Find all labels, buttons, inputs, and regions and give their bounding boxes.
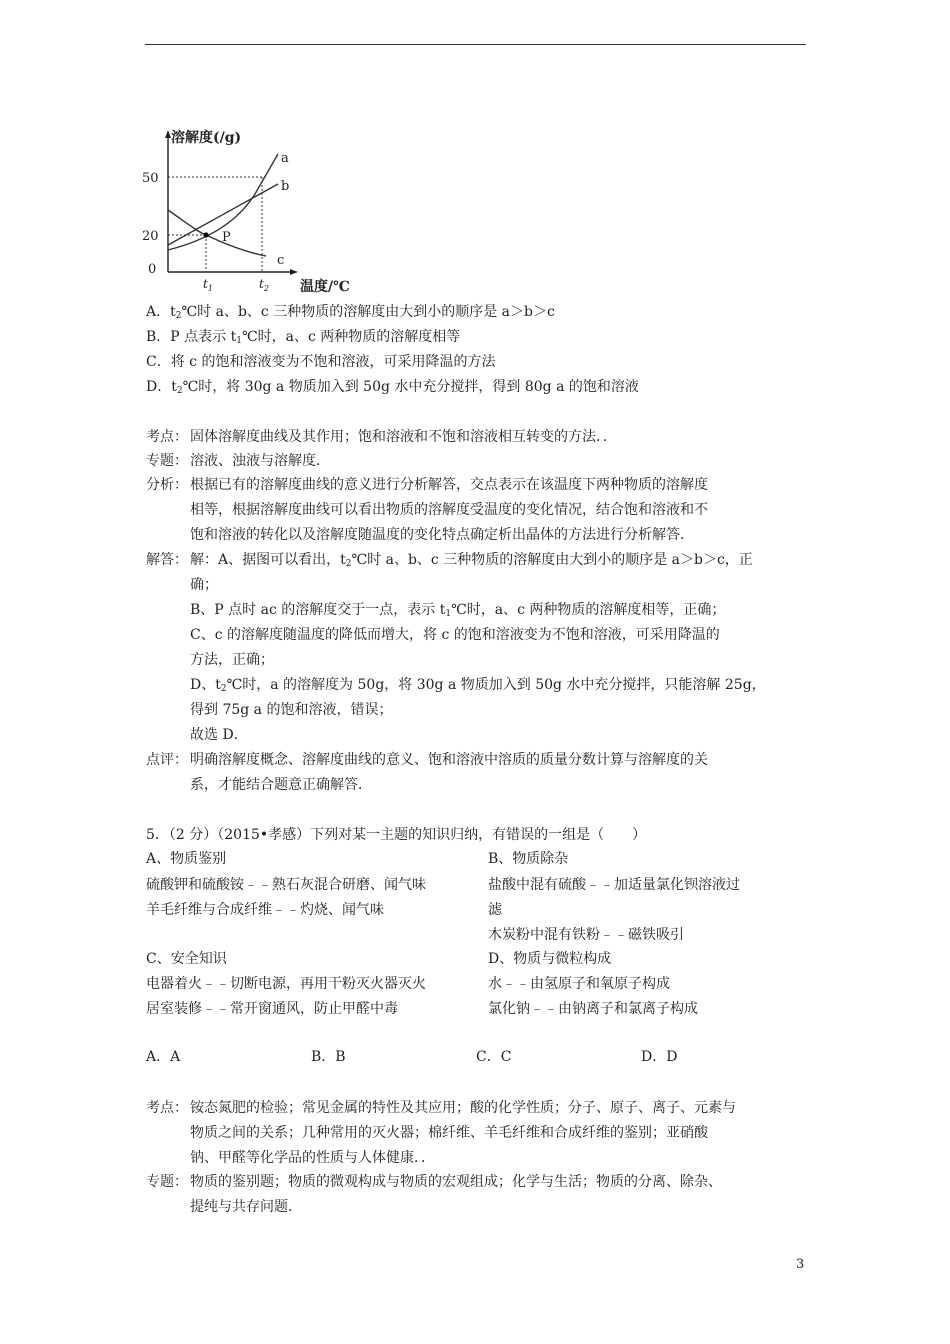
q4-jieda-c-cont: 方法，正确； — [190, 652, 274, 668]
q4-zhuanti-label: 专题： — [146, 453, 188, 469]
q4-dianping-label: 点评： — [146, 752, 188, 768]
q4-option-d: D．$t_2℃$时，将 30g a 物质加入到 50g 水中充分搅拌，得到 80g a 的饱和溶液 — [146, 379, 639, 396]
y-axis-label: 溶解度(/g) — [171, 130, 242, 146]
q4-fenxi-line: 饱和溶液的转化以及溶解度随温度的变化特点确定析出晶体的方法进行分析解答． — [190, 527, 694, 543]
x-tick-t2: $t_2$ — [259, 277, 269, 293]
q4-option-b: B．P 点表示 $t_1℃$时，a、c 两种物质的溶解度相等 — [146, 329, 461, 346]
q5-a-title: A、物质鉴别 — [146, 851, 227, 867]
q5-kaodian-line: 钠、甲醛等化学品的性质与人体健康．． — [190, 1150, 435, 1166]
point-p-label: P — [222, 230, 231, 245]
curve-label-b: b — [281, 179, 290, 194]
q4-option-c: C．将 c 的饱和溶液变为不饱和溶液，可采用降温的方法 — [146, 354, 496, 370]
q4-dianping-line: 系，才能结合题意正确解答． — [190, 777, 372, 793]
q4-fenxi-line: 相等，根据溶解度曲线可以看出物质的溶解度受温度的变化情况，结合饱和溶液和不 — [190, 502, 708, 518]
q5-b-item: 木炭粉中混有铁粉﹣﹣磁铁吸引 — [488, 927, 684, 943]
q4-fenxi-label: 分析： — [146, 477, 188, 493]
q5-choice-c: C．C — [476, 1049, 512, 1065]
y-tick-0: 0 — [148, 262, 157, 277]
curve-label-a: a — [281, 151, 289, 166]
x-axis-arrow — [290, 269, 298, 275]
q4-jieda-d: D、$t_2℃$时，a 的溶解度为 50g，将 30g a 物质加入到 50g 水中充分搅拌，只能溶解 25g， — [190, 677, 766, 694]
q5-c-item: 电器着火﹣﹣切断电源，再用干粉灭火器灭火 — [146, 976, 426, 992]
x-axis-label: 温度/℃ — [300, 279, 350, 295]
curve-label-c: c — [277, 253, 285, 268]
q5-kaodian-label: 考点： — [146, 1100, 188, 1116]
q4-dianping-line: 明确溶解度概念、溶解度曲线的意义、饱和溶液中溶质的质量分数计算与溶解度的关 — [190, 752, 708, 768]
q4-option-a: A．$t_2℃$时 a、b、c 三种物质的溶解度由大到小的顺序是 a＞b＞c — [146, 304, 555, 321]
point-p — [203, 232, 208, 237]
y-tick-50: 50 — [142, 171, 159, 186]
q4-jieda-a: 解：A、据图可以看出，$t_2℃$时 a、b、c 三种物质的溶解度由大到小的顺序是 a＞b＞c，正 — [190, 552, 753, 569]
q5-d-item: 氯化钠﹣﹣由钠离子和氯离子构成 — [488, 1001, 698, 1017]
y-tick-20: 20 — [142, 229, 159, 244]
q4-jieda-c: C、c 的溶解度随温度的降低而增大，将 c 的饱和溶液变为不饱和溶液，可采用降温的 — [190, 627, 720, 643]
q5-choice-a: A．A — [146, 1049, 181, 1065]
q4-kaodian: 固体溶解度曲线及其作用；饱和溶液和不饱和溶液相互转变的方法．． — [190, 429, 617, 445]
q5-zhuanti-line: 物质的鉴别题；物质的微观构成与物质的宏观组成；化学与生活；物质的分离、除杂、 — [190, 1174, 722, 1190]
q5-b-title: B、物质除杂 — [488, 851, 569, 867]
q5-c-title: C、安全知识 — [146, 951, 227, 967]
q5-d-title: D、物质与微粒构成 — [488, 951, 612, 967]
q5-kaodian-line: 物质之间的关系；几种常用的灭火器；棉纤维、羊毛纤维和合成纤维的鉴别；亚硝酸 — [190, 1125, 708, 1141]
q4-jieda-d-cont: 得到 75g a 的饱和溶液，错误； — [190, 702, 393, 718]
q4-fenxi-line: 根据已有的溶解度曲线的意义进行分析解答，交点表示在该温度下两种物质的溶解度 — [190, 477, 708, 493]
q5-b-item-cont: 滤 — [488, 902, 502, 918]
q5-choice-b: B．B — [311, 1049, 346, 1065]
q4-jieda-label: 解答： — [146, 552, 188, 568]
q4-jieda-a-cont: 确； — [190, 577, 218, 593]
q5-d-item: 水﹣﹣由氢原子和氧原子构成 — [488, 976, 670, 992]
q5-b-item: 盐酸中混有硫酸﹣﹣加适量氯化钡溶液过 — [488, 877, 740, 893]
q5-c-item: 居室装修﹣﹣常开窗通风，防止甲醛中毒 — [146, 1001, 398, 1017]
q5-kaodian-line: 铵态氮肥的检验；常见金属的特性及其应用；酸的化学性质；分子、原子、离子、元素与 — [190, 1100, 736, 1116]
q5-a-item: 硫酸钾和硫酸铵﹣﹣熟石灰混合研磨、闻气味 — [146, 877, 426, 893]
solubility-chart — [140, 126, 470, 298]
q4-kaodian-label: 考点： — [146, 429, 188, 445]
q5-choice-d: D．D — [641, 1049, 678, 1065]
curve-c — [168, 210, 266, 256]
q4-zhuanti: 溶液、浊液与溶解度． — [190, 453, 330, 469]
q5-stem: 5．（2 分）（2015•孝感）下列对某一主题的知识归纳，有错误的一组是（ ） — [146, 827, 647, 843]
x-tick-t1: $t_1$ — [203, 277, 213, 293]
q5-a-item: 羊毛纤维与合成纤维﹣﹣灼烧、闻气味 — [146, 902, 384, 918]
q5-zhuanti-label: 专题： — [146, 1174, 188, 1190]
q4-jieda-end: 故选 D． — [190, 727, 248, 743]
q5-zhuanti-line: 提纯与共存问题． — [190, 1199, 302, 1215]
page-number: 3 — [796, 1257, 805, 1272]
header-rule — [145, 44, 806, 45]
q4-jieda-b: B、P 点时 ac 的溶解度交于一点，表示 $t_1℃$时，a、c 两种物质的溶解度相等，正确； — [190, 602, 726, 619]
